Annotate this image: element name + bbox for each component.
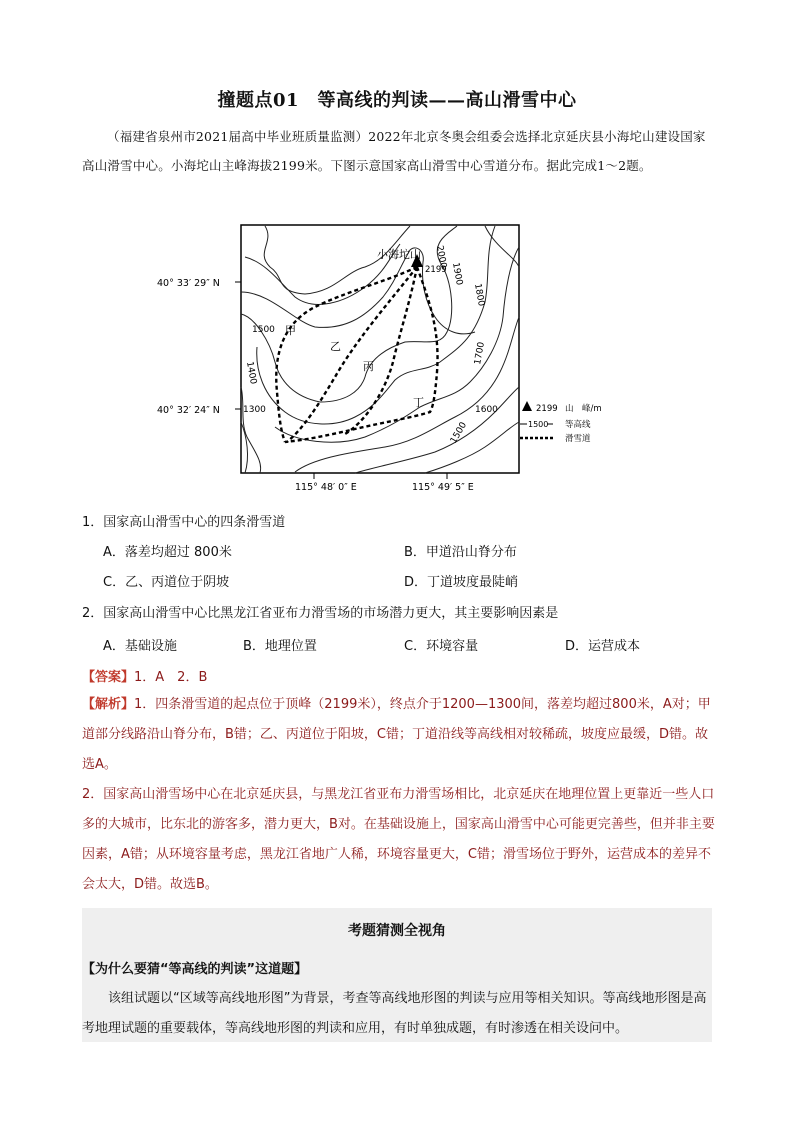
lon-label-2: 115° 49′ 5″ E [412,482,474,493]
contour-label-1800: 1800 [472,282,486,308]
question-2-option-d: D．运营成本 [565,639,641,654]
explanation-paragraph-1 [82,690,718,780]
legend-peak-icon [522,401,532,411]
trail-label-bing: 丙 [363,360,374,373]
peak-elevation: 2199 [425,265,447,275]
question-2-option-a: A．基础设施 [103,639,177,654]
answer-text: 1．A 2．B [134,670,208,685]
contour-map [157,222,625,497]
contour-label-1600: 1600 [475,405,498,415]
question-2-stem: 2．国家高山滑雪中心比黑龙江省亚布力滑雪场的市场潜力更大，其主要影响因素是 [82,606,559,621]
explanation-text-1: 1．四条滑雪道的起点位于顶峰（2199米），终点介于1200—1300间，落差均超过800米，A对；甲道部分线路沿山脊分布，B错；乙、丙道位于阳坡，C错；丁道沿线等高线相对较稀疏，坡度应最缓，D错。故选A。 [82,697,711,772]
question-1-option-d: D．丁道坡度最陡峭 [404,575,519,590]
trail-label-jia: 甲 [285,324,296,337]
answer-tag: 【答案】 [82,670,135,685]
contour-label-1400: 1400 [244,360,258,386]
section-title: 考题猜测全视角 [348,923,446,939]
intro-paragraph: （福建省泉州市2021届高中毕业班质量监测）2022年北京冬奥会组委会选择北京延庆县小海坨山建设国家高山滑雪中心。小海坨山主峰海拔2199米。下图示意国家高山滑雪中心雪道分布。据此完成1～2题。 [82,129,706,173]
question-1-stem: 1．国家高山滑雪中心的四条滑雪道 [82,515,286,530]
peak-name: 小海坨山 [377,248,421,261]
lat-label-2: 40° 32′ 24″ N [157,405,220,416]
question-2-option-c: C．环境容量 [404,639,479,654]
legend-trail-label: 滑雪道 [565,434,591,444]
question-1-option-a: A．落差均超过 800米 [103,545,232,560]
question-1-option-b: B．甲道沿山脊分布 [404,545,517,560]
legend-contour-value: 1500 [528,420,549,429]
explanation-tag: 【解析】 [82,697,135,712]
lat-label-1: 40° 33′ 29″ N [157,278,220,289]
legend-contour-label: 等高线 [565,420,591,430]
contour-label-1500-right: 1500 [448,420,470,446]
trail-label-ding: 丁 [413,396,424,409]
explanation-paragraph-2: 2．国家高山滑雪场中心在北京延庆县，与黑龙江省亚布力滑雪场相比，北京延庆在地理位置上更靠近一些人口多的大城市，比东北的游客多，潜力更大，B对。在基础设施上，国家高山滑雪中心可能更完善些，但并非主要因素，A错；从环境容量考虑，黑龙江省地广人稀，环境容量更大，C错；滑雪场位于野外，运营成本的差异不会太大，D错。故选B。 [82,787,715,892]
page-title: 撞题点01 等高线的判读——高山滑雪中心 [217,90,577,111]
legend-peak-value: 2199 [536,404,558,414]
map-legend [520,401,602,444]
answer-line [82,666,207,685]
contour-label-1700: 1700 [473,341,487,366]
legend-peak-label: 山 峰/m [565,404,602,414]
contour-label-1500-left: 1500 [252,325,275,335]
lon-label-1: 115° 48′ 0″ E [295,482,357,493]
contour-label-1300: 1300 [243,405,266,415]
trail-label-yi: 乙 [330,340,341,353]
question-1-option-c: C．乙、丙道位于阴坡 [103,575,230,590]
contour-label-1900: 1900 [450,261,464,287]
section-subtitle: 【为什么要猜“等高线的判读”这道题】 [82,962,308,977]
contour-label-2000: 2000 [434,244,448,270]
section-body: 该组试题以“区域等高线地形图”为背景，考查等高线地形图的判读与应用等相关知识。等高线地形图是高考地理试题的重要载体，等高线地形图的判读和应用，有时单独成题，有时渗透在相关设问中。 [82,991,707,1036]
question-2-option-b: B．地理位置 [243,639,317,654]
